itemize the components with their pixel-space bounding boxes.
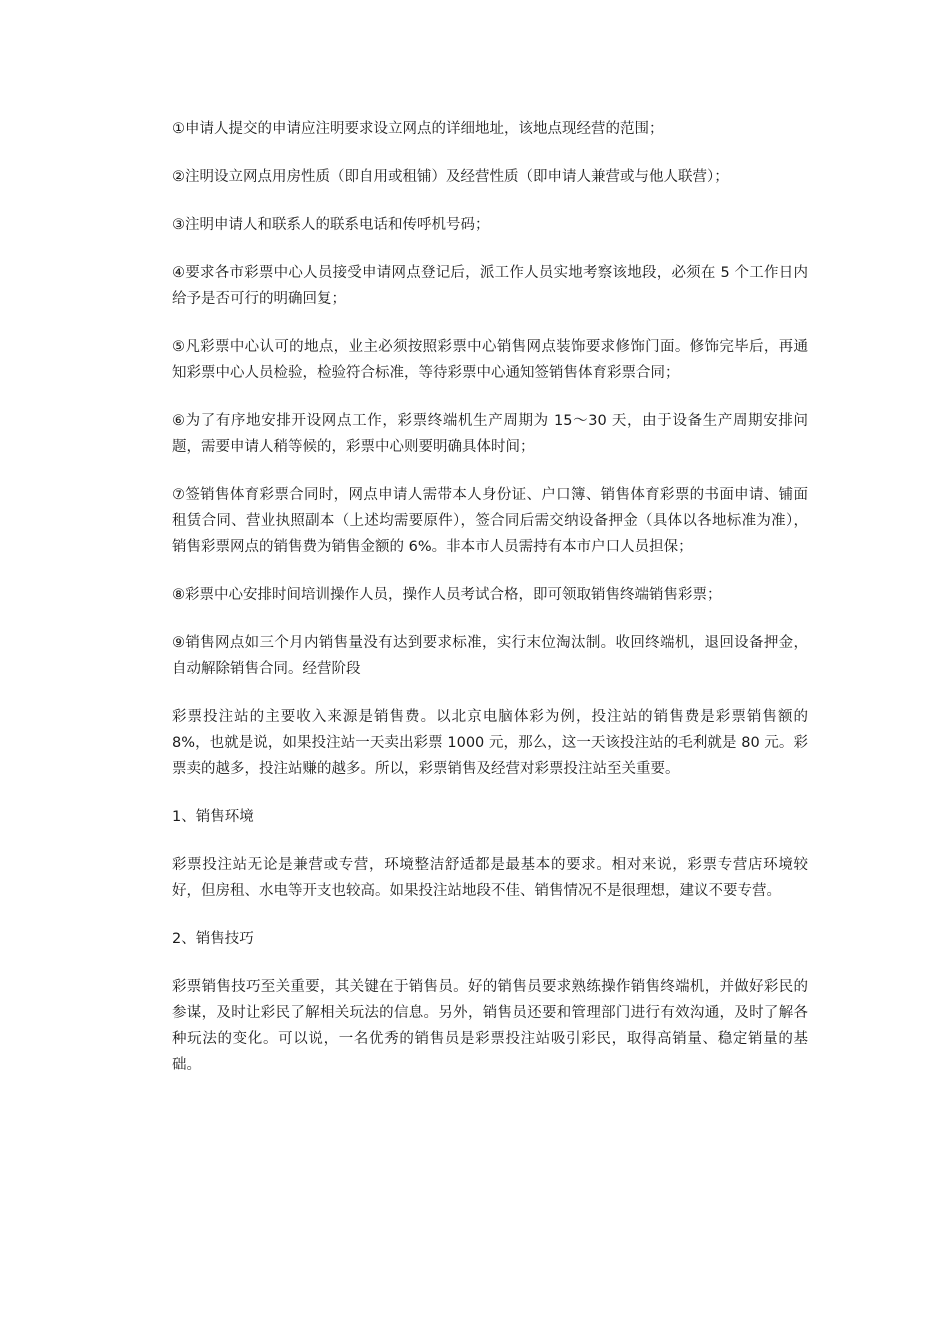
- section-heading-sales-environment: 1、销售环境: [172, 809, 254, 825]
- paragraph-requirement-9: ⑨销售网点如三个月内销售量没有达到要求标准，实行末位淘汰制。收回终端机，退回设备押金，自动解除销售合同。经营阶段: [172, 635, 808, 677]
- paragraph-requirement-4: ④要求各市彩票中心人员接受申请网点登记后，派工作人员实地考察该地段，必须在 5 个工作日内给予是否可行的明确回复；: [172, 265, 808, 307]
- paragraph-requirement-5: ⑤凡彩票中心认可的地点，业主必须按照彩票中心销售网点装饰要求修饰门面。修饰完毕后，再通知彩票中心人员检验，检验符合标准，等待彩票中心通知签销售体育彩票合同；: [172, 339, 808, 381]
- paragraph-requirement-1: ①申请人提交的申请应注明要求设立网点的详细地址，该地点现经营的范围；: [172, 121, 664, 137]
- section-heading-sales-skills: 2、销售技巧: [172, 931, 254, 947]
- paragraph-requirement-2: ②注明设立网点用房性质（即自用或租铺）及经营性质（即申请人兼营或与他人联营）；: [172, 169, 729, 185]
- section-body-sales-environment: 彩票投注站无论是兼营或专营，环境整洁舒适都是最基本的要求。相对来说，彩票专营店环境较好，但房租、水电等开支也较高。如果投注站地段不佳、销售情况不是很理想，建议不要专营。: [172, 857, 808, 899]
- section-body-sales-skills: 彩票销售技巧至关重要，其关键在于销售员。好的销售员要求熟练操作销售终端机，并做好彩民的参谋，及时让彩民了解相关玩法的信息。另外，销售员还要和管理部门进行有效沟通，及时了解各种玩法的变化。可以说，一名优秀的销售员是彩票投注站吸引彩民，取得高销量、稳定销量的基础。: [172, 979, 808, 1073]
- document-page: [172, 116, 808, 1100]
- paragraph-requirement-7: ⑦签销售体育彩票合同时，网点申请人需带本人身份证、户口簿、销售体育彩票的书面申请、铺面租赁合同、营业执照副本（上述均需要原件），签合同后需交纳设备押金（具体以各地标准为准），销售彩票网点的销售费为销售金额的 6%。非本市人员需持有本市户口人员担保；: [172, 487, 808, 555]
- paragraph-requirement-3: ③注明申请人和联系人的联系电话和传呼机号码；: [172, 217, 490, 233]
- paragraph-requirement-6: ⑥为了有序地安排开设网点工作，彩票终端机生产周期为 15～30 天，由于设备生产周期安排问题，需要申请人稍等候的，彩票中心则要明确具体时间；: [172, 413, 808, 455]
- paragraph-income-intro: 彩票投注站的主要收入来源是销售费。以北京电脑体彩为例，投注站的销售费是彩票销售额的 8%，也就是说，如果投注站一天卖出彩票 1000 元，那么，这一天该投注站的毛利就是 80 元。彩票卖的越多，投注站赚的越多。所以，彩票销售及经营对彩票投注站至关重要。: [172, 709, 808, 777]
- paragraph-requirement-8: ⑧彩票中心安排时间培训操作人员，操作人员考试合格，即可领取销售终端销售彩票；: [172, 587, 722, 603]
